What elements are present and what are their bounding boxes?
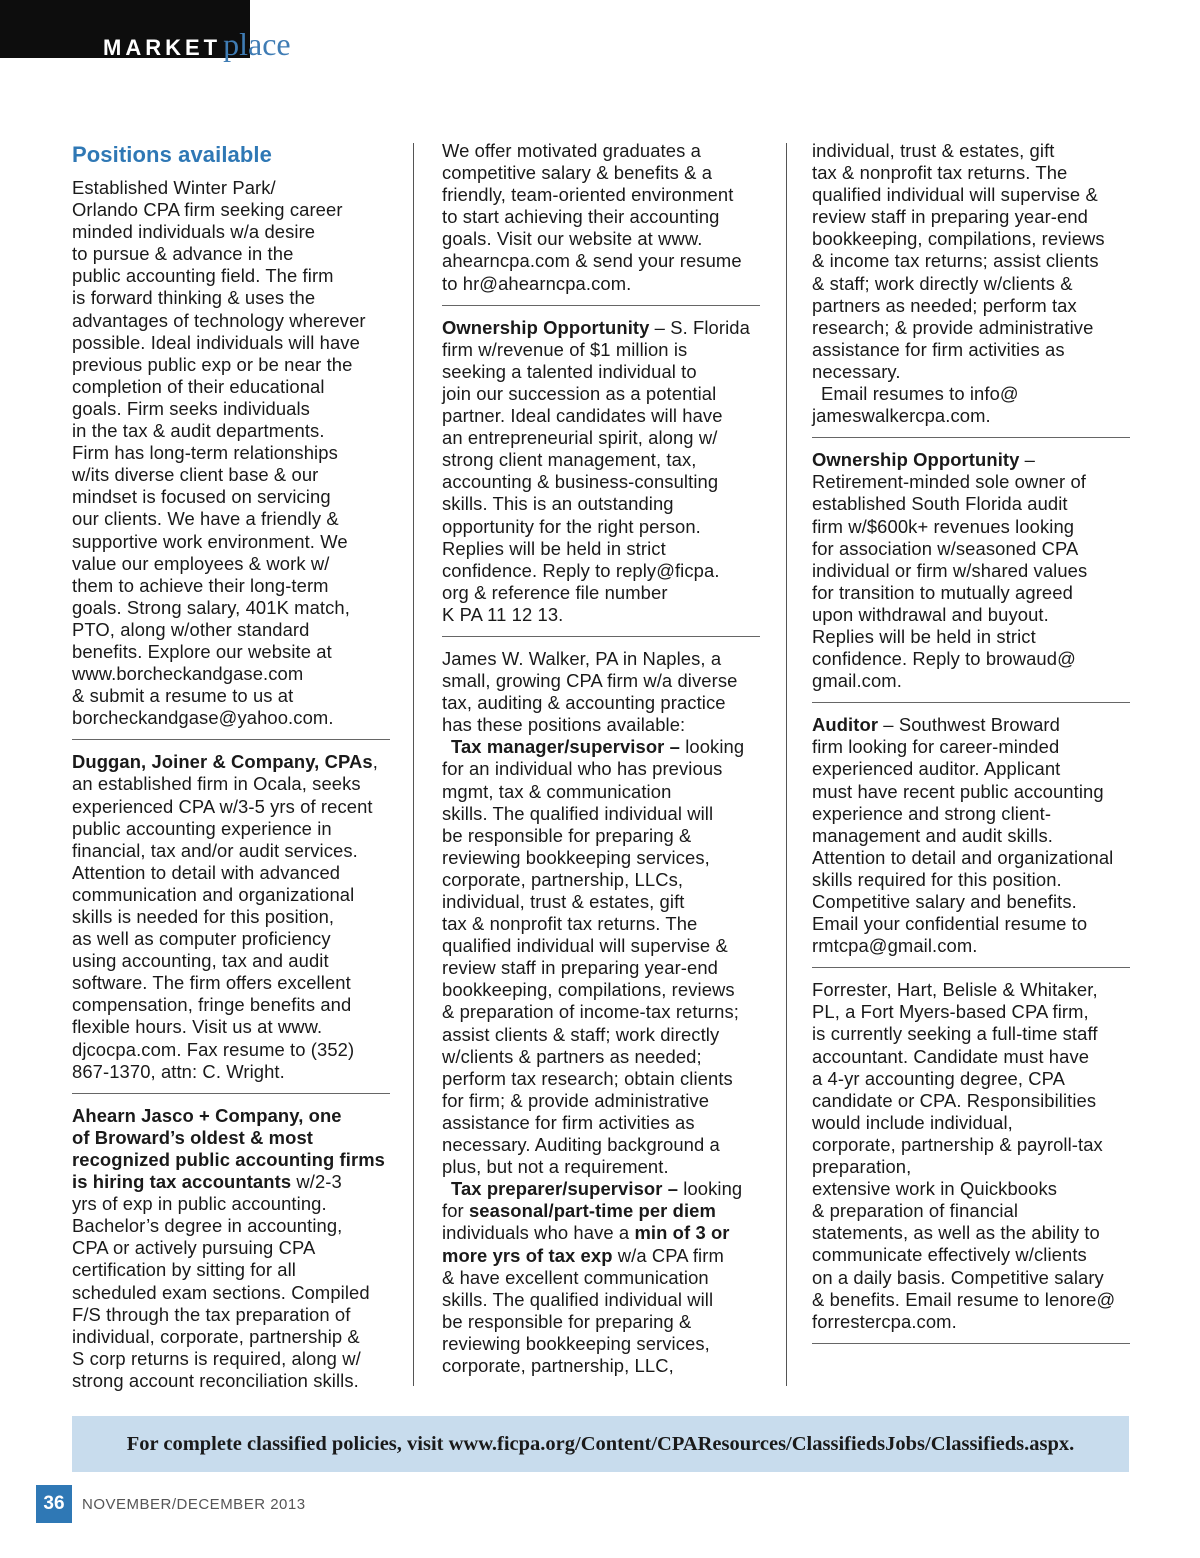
ad-body: Established Winter Park/ Orlando CPA firm seeking career minded individuals w/a desire to pursue & advance in the public accounting field. The firm is forward thinking & uses the advantages of technology wherever possible. Ideal individuals will have previous public exp or be near the completion of their educational goals. Firm seeks individuals in the tax & audit departments. Firm has long-term relationships w/its diverse client base & our mindset is focused on servicing our clients. We have a friendly & supportive work environment. We value our employees & work w/ them to achieve their long-term goals. Strong salary, 401K match, PTO, along w/other standard benefits. Explore our website at www.borcheckandgase.com & submit a resume to us at borcheckandgase@yahoo.com. (72, 177, 366, 729)
ad-separator (442, 305, 760, 306)
classified-policies-text: For complete classified policies, visit www.ficpa.org/Content/CPAResources/ClassifiedsJobs/Classifieds.aspx. (126, 1432, 1075, 1455)
column-1 (72, 140, 390, 1392)
ad-body: individual, trust & estates, gift tax & nonprofit tax returns. The qualified individual will supervise & review staff in preparing year-end bookkeeping, compilations, reviews & income tax returns; assist clients & staff; work directly w/clients & partners as needed; perform tax research; & provide administrative assistance for firm activities as necessary. (812, 140, 1105, 382)
ad-title: Ownership Opportunity (442, 316, 650, 338)
ad-ownership-opportunity-s-florida (442, 317, 760, 637)
ad-body: Forrester, Hart, Belisle & Whitaker, PL, a Fort Myers-based CPA firm, is currently seeking a full-time staff accountant. Candidate must have a 4-yr accounting degree, CPA candidate or CPA. Responsibilities would include individual, corporate, partnership & payroll-tax preparation, extensive work in Quickbooks & preparation of financial statements, as well as the ability to communicate effectively w/clients on a daily basis. Competitive salary & benefits. Email resume to lenore@ forrestercpa.com. (812, 979, 1116, 1332)
ad-separator (442, 636, 760, 637)
classified-policies-banner (72, 1416, 1129, 1472)
ad-separator (72, 739, 390, 740)
ad-separator (72, 1093, 390, 1094)
column-divider-1 (413, 143, 414, 1386)
ad-body: Duggan, Joiner & Company, CPAs, an established firm in Ocala, seeks experienced CPA w/3-5 yrs of recent public accounting experience in financial, tax and/or audit services. Attention to detail with advanced communication and organizational skills is needed for this position, as well as computer proficiency using accounting, tax and audit software. The firm offers excellent compensation, fringe benefits and flexible hours. Visit us at www. djcocpa.com. Fax resume to (352) 867-1370, attn: C. Wright. (72, 751, 378, 1082)
header-market: MARKET (103, 35, 222, 60)
ad-body: Ahearn Jasco + Company, one of Broward’s oldest & most recognized public accounting firms is hiring tax accountants w/2-3 yrs of exp in public accounting. Bachelor’s degree in accounting, CPA or actively pursuing CPA certification by sitting for all scheduled exam sections. Compiled F/S through the tax preparation of individual, corporate, partnership & S corp returns is required, along w/ strong account reconciliation skills. (72, 1104, 386, 1391)
ad-headline: Ahearn Jasco + Company, one of Broward’s oldest & most recognized public accounting firms (72, 1104, 386, 1170)
issue-date: NOVEMBER/DECEMBER 2013 (82, 1496, 306, 1513)
column-3 (812, 140, 1130, 1355)
ad-ownership-opportunity-retirement (812, 449, 1130, 703)
ad-body: Ownership Opportunity – Retirement-minded sole owner of established South Florida audit firm w/$600k+ revenues looking for association w/seasoned CPA individual or firm w/shared values for transition to mutually agreed upon withdrawal and buyout. Replies will be held in strict confidence. Reply to browaud@ gmail.com. (812, 449, 1088, 692)
ad-forrester-hart (812, 979, 1130, 1344)
ad-contact: Email resumes to info@ jameswalkercpa.com. (812, 383, 1019, 427)
column-divider-2 (786, 143, 787, 1386)
ad-james-walker-continued (812, 140, 1130, 438)
ad-james-walker (442, 648, 760, 1377)
ad-separator (812, 437, 1130, 438)
ad-title: Auditor (812, 714, 879, 736)
ad-intro: James W. Walker, PA in Naples, a small, growing CPA firm w/a diverse tax, auditing & accounting practice has these positions available: (442, 647, 738, 736)
position-title: Tax manager/supervisor – (451, 736, 680, 758)
ad-separator (812, 702, 1130, 703)
ad-body: Auditor – Southwest Broward firm looking for career-minded experienced auditor. Applicant must have recent public accounting experience and strong client- management and audit skills. Attention to detail and organizational skills required for this position. Competitive salary and benefits. Email your confidential resume to rmtcpa@gmail.com. (812, 714, 1114, 957)
ad-title: Ownership Opportunity (812, 449, 1020, 471)
position-title: Tax preparer/supervisor – (451, 1178, 679, 1200)
ad-separator (812, 967, 1130, 968)
header-place: place (223, 26, 291, 62)
section-header (103, 26, 291, 63)
page-number: 36 (36, 1485, 72, 1523)
ad-body: Ownership Opportunity – S. Florida firm w/revenue of $1 million is seeking a talented individual to join our succession as a potential partner. Ideal candidates will have an entrepreneurial spirit, along w/ strong client management, tax, accounting & business-consulting skills. This is an outstanding opportunity for the right person. Replies will be held in strict confidence. Reply to reply@ficpa. org & reference file number K PA 11 12 13. (442, 316, 750, 625)
section-title: Positions available (72, 142, 272, 167)
ad-end-separator (812, 1343, 1130, 1344)
ad-borcheck-gase (72, 177, 390, 740)
ad-ahearn-jasco-continued (442, 140, 760, 306)
ad-duggan-joiner (72, 751, 390, 1093)
ad-body: We offer motivated graduates a competitive salary & benefits & a friendly, team-oriented environment to start achieving their accounting goals. Visit our website at www. ahearncpa.com & send your resume to hr@ahearncpa.com. (442, 140, 742, 294)
position-tax-preparer: Tax preparer/supervisor – looking for seasonal/part-time per diem individuals who have a min of 3 or more yrs of tax exp w/a CPA firm & have excellent communication skills. The qualified individual will be responsible for preparing & reviewing bookkeeping services, corporate, partnership, LLC, (442, 1178, 743, 1376)
ad-ahearn-jasco (72, 1105, 390, 1392)
ad-auditor (812, 714, 1130, 968)
column-2 (442, 140, 760, 1377)
position-tax-manager: Tax manager/supervisor – looking for an individual who has previous mgmt, tax & communication skills. The qualified individual will be responsible for preparing & reviewing bookkeeping services, corporate, partnership, LLCs, individual, trust & estates, gift tax & nonprofit tax returns. The qualified individual will supervise & review staff in preparing year-end bookkeeping, compilations, reviews & preparation of income-tax returns; assist clients & staff; work directly w/clients & partners as needed; perform tax research; obtain clients for firm; & provide administrative assistance for firm activities as necessary. Auditing background a plus, but not a requirement. (442, 736, 745, 1178)
ad-firm-name: Duggan, Joiner & Company, CPAs (72, 751, 373, 773)
